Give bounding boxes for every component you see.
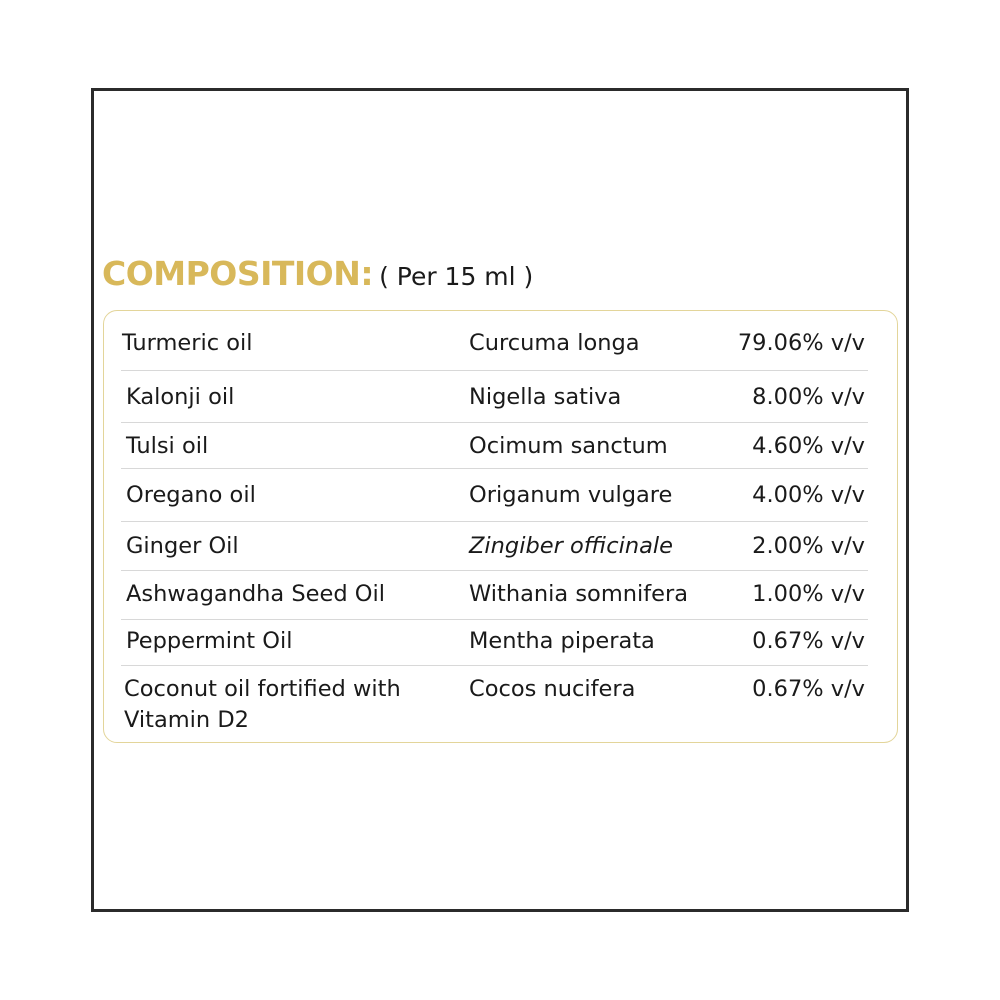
ingredient-percent: 0.67% v/v <box>752 628 865 654</box>
scientific-name: Curcuma longa <box>469 330 640 356</box>
ingredient-percent: 8.00% v/v <box>752 384 865 410</box>
ingredient-percent: 1.00% v/v <box>752 581 865 607</box>
ingredient-percent: 4.60% v/v <box>752 433 865 459</box>
ingredient-percent: 4.00% v/v <box>752 482 865 508</box>
row-divider <box>121 619 868 620</box>
composition-table <box>103 310 898 743</box>
ingredient-name: Peppermint Oil <box>126 628 293 654</box>
ingredient-percent: 2.00% v/v <box>752 533 865 559</box>
row-divider <box>121 422 868 423</box>
scientific-name: Zingiber officinale <box>469 533 674 559</box>
composition-heading <box>102 254 533 298</box>
scientific-name: Ocimum sanctum <box>469 433 668 459</box>
ingredient-name: Coconut oil fortified with Vitamin D2 <box>124 676 401 733</box>
ingredient-name: Turmeric oil <box>122 330 253 356</box>
ingredient-percent: 79.06% v/v <box>737 330 865 356</box>
row-divider <box>121 570 868 571</box>
row-divider <box>121 370 868 371</box>
ingredient-name: Oregano oil <box>126 482 256 508</box>
scientific-name: Cocos nucifera <box>469 676 636 702</box>
scientific-name: Withania somnifera <box>469 581 689 607</box>
composition-title: COMPOSITION: <box>102 254 374 293</box>
scientific-name: Origanum vulgare <box>469 482 673 508</box>
ingredient-name: Ashwagandha Seed Oil <box>126 581 385 607</box>
ingredient-name: Ginger Oil <box>126 533 239 559</box>
row-divider <box>121 665 868 666</box>
row-divider <box>121 521 868 522</box>
scientific-name: Mentha piperata <box>469 628 655 654</box>
scientific-name: Nigella sativa <box>469 384 622 410</box>
ingredient-name: Tulsi oil <box>126 433 209 459</box>
ingredient-percent: 0.67% v/v <box>752 676 865 702</box>
composition-subtitle: ( Per 15 ml ) <box>379 262 534 291</box>
row-divider <box>121 468 868 469</box>
ingredient-name: Kalonji oil <box>126 384 235 410</box>
